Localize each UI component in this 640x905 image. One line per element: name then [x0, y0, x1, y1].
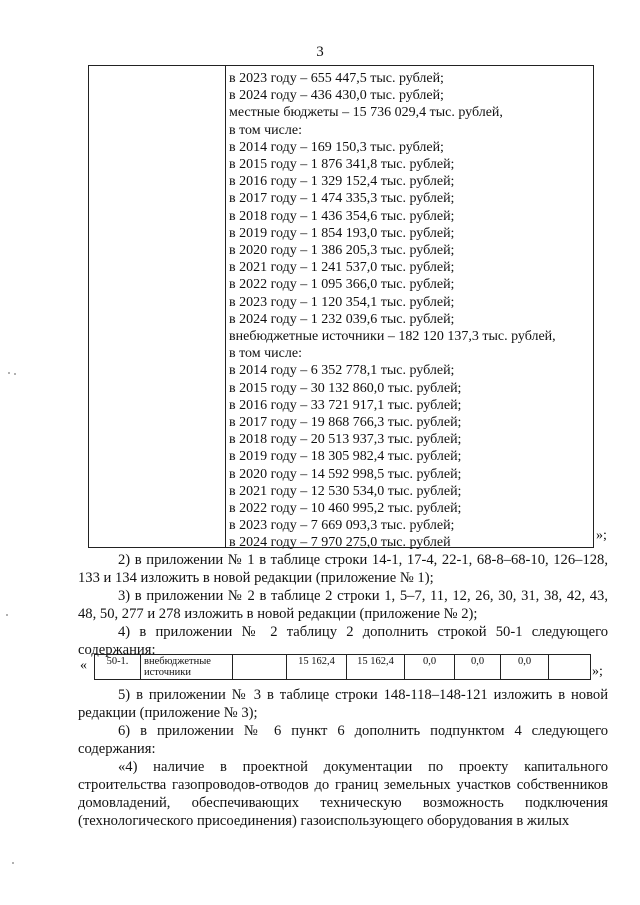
value-cell: 0,0 [455, 655, 501, 680]
value-cell: 0,0 [501, 655, 549, 680]
paragraph-3-line-1: 3) в приложении № 2 в таблице 2 строки 1, 5–7, 11, 12, 26, 30, 31, 38, 42, 43, [118, 588, 608, 604]
financing-line: в 2019 году – 18 305 982,4 тыс. рублей; [229, 449, 462, 465]
paragraph-4-line-1: 4) в приложении № 2 таблицу 2 дополнить строкой 50-1 следующего [118, 624, 608, 640]
financing-line: в 2024 году – 7 970 275,0 тыс. рублей [229, 535, 451, 551]
financing-line: в 2019 году – 1 854 193,0 тыс. рублей; [229, 225, 455, 241]
paragraph-7-line-4: (технологического присоединения) газоиспользующего оборудования в жилых [78, 813, 570, 829]
financing-text-cell [229, 70, 589, 552]
financing-line: в 2017 году – 1 474 335,3 тыс. рублей; [229, 191, 455, 207]
financing-line: в 2018 году – 1 436 354,6 тыс. рублей; [229, 208, 455, 224]
financing-line: в 2024 году – 436 430,0 тыс. рублей; [229, 88, 444, 104]
paragraph-6 [78, 722, 608, 758]
financing-line: в 2021 году – 12 530 534,0 тыс. рублей; [229, 483, 462, 499]
empty-cell [233, 655, 287, 680]
financing-line: в 2020 году – 14 592 998,5 тыс. рублей; [229, 466, 462, 482]
financing-line: в 2022 году – 1 095 366,0 тыс. рублей; [229, 277, 455, 293]
empty-cell [549, 655, 591, 680]
financing-line: в 2017 году – 19 868 766,3 тыс. рублей; [229, 415, 462, 431]
value-cell: 0,0 [405, 655, 455, 680]
scan-speck [14, 373, 16, 375]
paragraph-4-line-2: содержания: [78, 642, 156, 658]
paragraph-3-line-2: 48, 50, 277 и 278 изложить в новой редакции (приложение № 2); [78, 606, 478, 622]
table-column-divider [225, 66, 226, 547]
financing-line: внебюджетные источники – 182 120 137,3 тыс. рублей, [229, 329, 556, 345]
financing-line: в 2023 году – 655 447,5 тыс. рублей; [229, 71, 444, 86]
financing-line: в 2015 году – 1 876 341,8 тыс. рублей; [229, 157, 455, 173]
paragraph-7-line-2: строительства газопроводов-отводов до границ земельных участков собственников [78, 777, 608, 793]
financing-line: местные бюджеты – 15 736 029,4 тыс. рублей, [229, 105, 503, 121]
paragraph-2-line-2: 133 и 134 изложить в новой редакции (приложение № 1); [78, 570, 434, 586]
paragraph-2 [78, 551, 608, 587]
financing-line: в 2014 году – 6 352 778,1 тыс. рублей; [229, 363, 455, 379]
financing-line: в том числе: [229, 122, 302, 138]
paragraph-6-line-2: содержания: [78, 741, 156, 757]
financing-line: в том числе: [229, 346, 302, 362]
total-cell: 15 162,4 [287, 655, 347, 680]
financing-line: в 2014 году – 169 150,3 тыс. рублей; [229, 139, 444, 155]
table-row [95, 655, 591, 680]
page-number: 3 [316, 44, 324, 60]
row-close-quote: »; [592, 664, 603, 679]
scan-speck [12, 862, 14, 864]
table-closing-quote: »; [596, 528, 607, 543]
scan-speck [6, 614, 8, 616]
paragraph-7-line-3: домовладений, обеспечивающих техническую возможность подключения [78, 795, 608, 811]
financing-line: в 2024 году – 1 232 039,6 тыс. рублей; [229, 311, 455, 327]
financing-line: в 2015 году – 30 132 860,0 тыс. рублей; [229, 380, 462, 396]
financing-line: в 2023 году – 1 120 354,1 тыс. рублей; [229, 294, 455, 310]
financing-line: в 2018 году – 20 513 937,3 тыс. рублей; [229, 432, 462, 448]
financing-line: в 2020 году – 1 386 205,3 тыс. рублей; [229, 243, 455, 259]
financing-line: в 2016 году – 33 721 917,1 тыс. рублей; [229, 397, 462, 413]
paragraph-5-line-1: 5) в приложении № 3 в таблице строки 148-118–148-121 изложить в новой [118, 687, 608, 703]
paragraph-5 [78, 686, 608, 722]
paragraph-2-line-1: 2) в приложении № 1 в таблице строки 14-1, 17-4, 22-1, 68-8–68-10, 126–128, [118, 552, 608, 568]
financing-line: в 2016 году – 1 329 152,4 тыс. рублей; [229, 174, 455, 190]
paragraph-3 [78, 587, 608, 623]
financing-line: в 2022 году – 10 460 995,2 тыс. рублей; [229, 501, 462, 517]
row-open-quote: « [80, 658, 87, 673]
source-cell: внебюджетные источники [141, 655, 233, 680]
financing-table [88, 65, 594, 551]
paragraph-5-line-2: редакции (приложение № 3); [78, 705, 258, 721]
paragraph-6-line-1: 6) в приложении № 6 пункт 6 дополнить подпунктом 4 следующего [118, 723, 608, 739]
row-50-1-table [94, 654, 591, 680]
scan-speck [8, 372, 10, 374]
financing-line: в 2021 году – 1 241 537,0 тыс. рублей; [229, 260, 455, 276]
paragraph-7 [78, 758, 608, 830]
row-number-cell: 50-1. [95, 655, 141, 680]
financing-line: в 2023 году – 7 669 093,3 тыс. рублей; [229, 518, 455, 534]
value-cell: 15 162,4 [347, 655, 405, 680]
paragraph-7-line-1: «4) наличие в проектной документации по проекту капитального [118, 759, 608, 775]
